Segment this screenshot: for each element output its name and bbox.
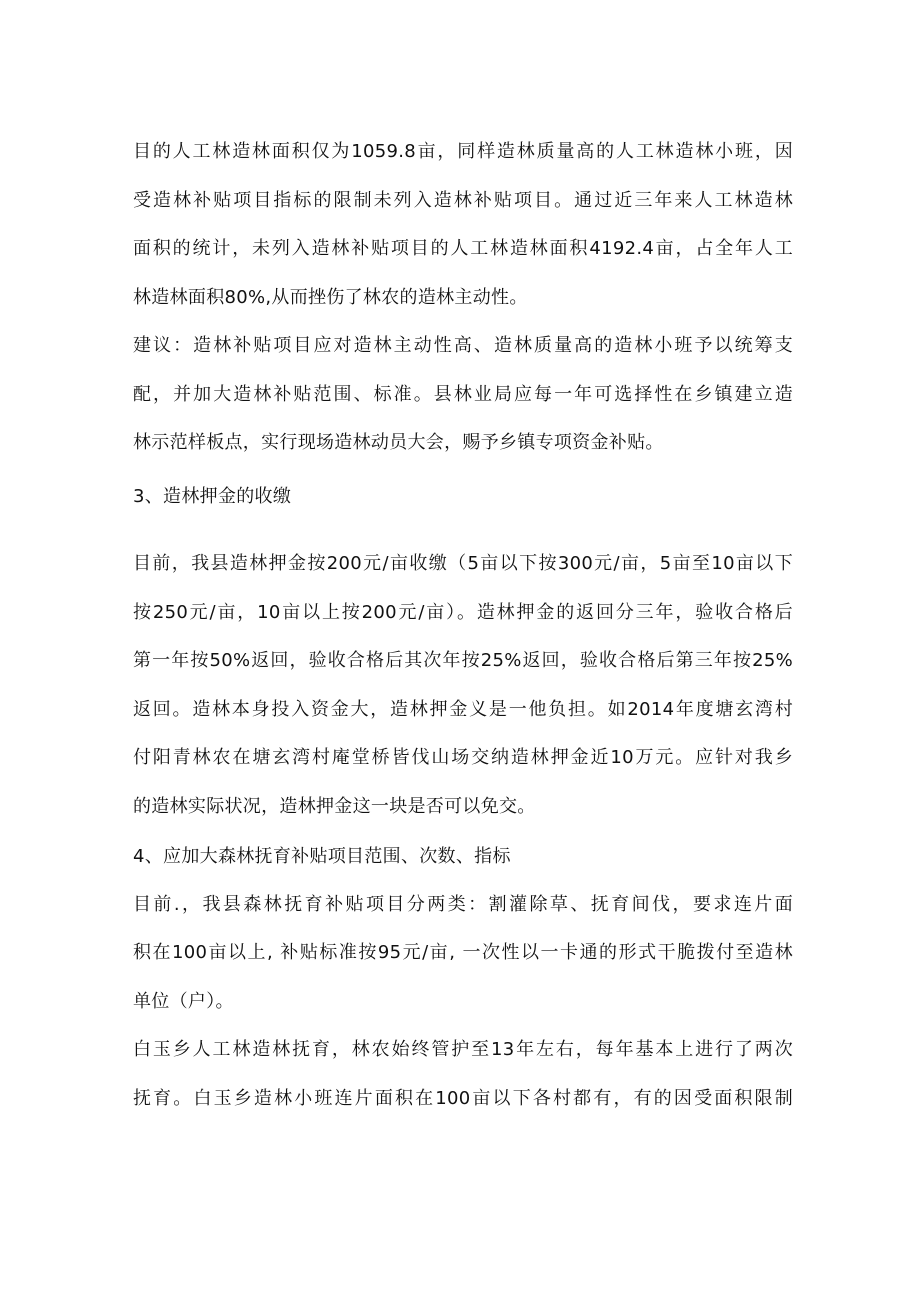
paragraph-3-line-2: 按250元/亩，10亩以上按200元/亩）。造林押金的返回分三年，验收合格后 xyxy=(133,602,793,623)
paragraph-1-line-2: 受造林补贴项目指标的限制未列入造林补贴项目。通过近三年来人工林造林 xyxy=(133,190,793,211)
paragraph-5-line-2: 抚育。白玉乡造林小班连片面积在100亩以下各村都有，有的因受面积限制 xyxy=(133,1088,793,1109)
paragraph-3-line-1: 目前，我县造林押金按200元/亩收缴（5亩以下按300元/亩，5亩至10亩以下 xyxy=(133,553,793,574)
paragraph-4-line-3: 单位（户）。 xyxy=(133,991,234,1012)
paragraph-4-line-2: 积在100亩以上, 补贴标准按95元/亩, 一次性以一卡通的形式干脆拨付至造林 xyxy=(133,942,793,963)
paragraph-2-line-1: 建议：造林补贴项目应对造林主动性高、造林质量高的造林小班予以统筹支 xyxy=(133,335,793,356)
paragraph-3-line-3: 第一年按50%返回，验收合格后其次年按25%返回，验收合格后第三年按25% xyxy=(133,650,793,671)
paragraph-1-line-4: 林造林面积80%,从而挫伤了林农的造林主动性。 xyxy=(133,287,528,308)
paragraph-4-line-1: 目前.，我县森林抚育补贴项目分两类：割灌除草、抚育间伐，要求连片面 xyxy=(133,894,793,915)
paragraph-3-line-6: 的造林实际状况，造林押金这一块是否可以免交。 xyxy=(133,796,536,817)
paragraph-1-line-1: 目的人工林造林面积仅为1059.8亩，同样造林质量高的人工林造林小班，因 xyxy=(133,141,793,162)
section-3-heading: 3、造林押金的收缴 xyxy=(133,486,292,507)
paragraph-2-line-3: 林示范样板点，实行现场造林动员大会，赐予乡镇专项资金补贴。 xyxy=(133,432,664,453)
section-4-heading: 4、应加大森林抚育补贴项目范围、次数、指标 xyxy=(133,846,511,867)
paragraph-5-line-1: 白玉乡人工林造林抚育，林农始终管护至13年左右，每年基本上进行了两次 xyxy=(133,1039,793,1060)
paragraph-3-line-4: 返回。造林本身投入资金大，造林押金义是一他负担。如2014年度塘玄湾村 xyxy=(133,699,793,720)
paragraph-1-line-3: 面积的统计，未列入造林补贴项目的人工林造林面积4192.4亩，占全年人工 xyxy=(133,238,793,259)
paragraph-2-line-2: 配，并加大造林补贴范围、标准。县林业局应每一年可选择性在乡镇建立造 xyxy=(133,384,793,405)
paragraph-3-line-5: 付阳青林农在塘玄湾村庵堂桥皆伐山场交纳造林押金近10万元。应针对我乡 xyxy=(133,747,793,768)
